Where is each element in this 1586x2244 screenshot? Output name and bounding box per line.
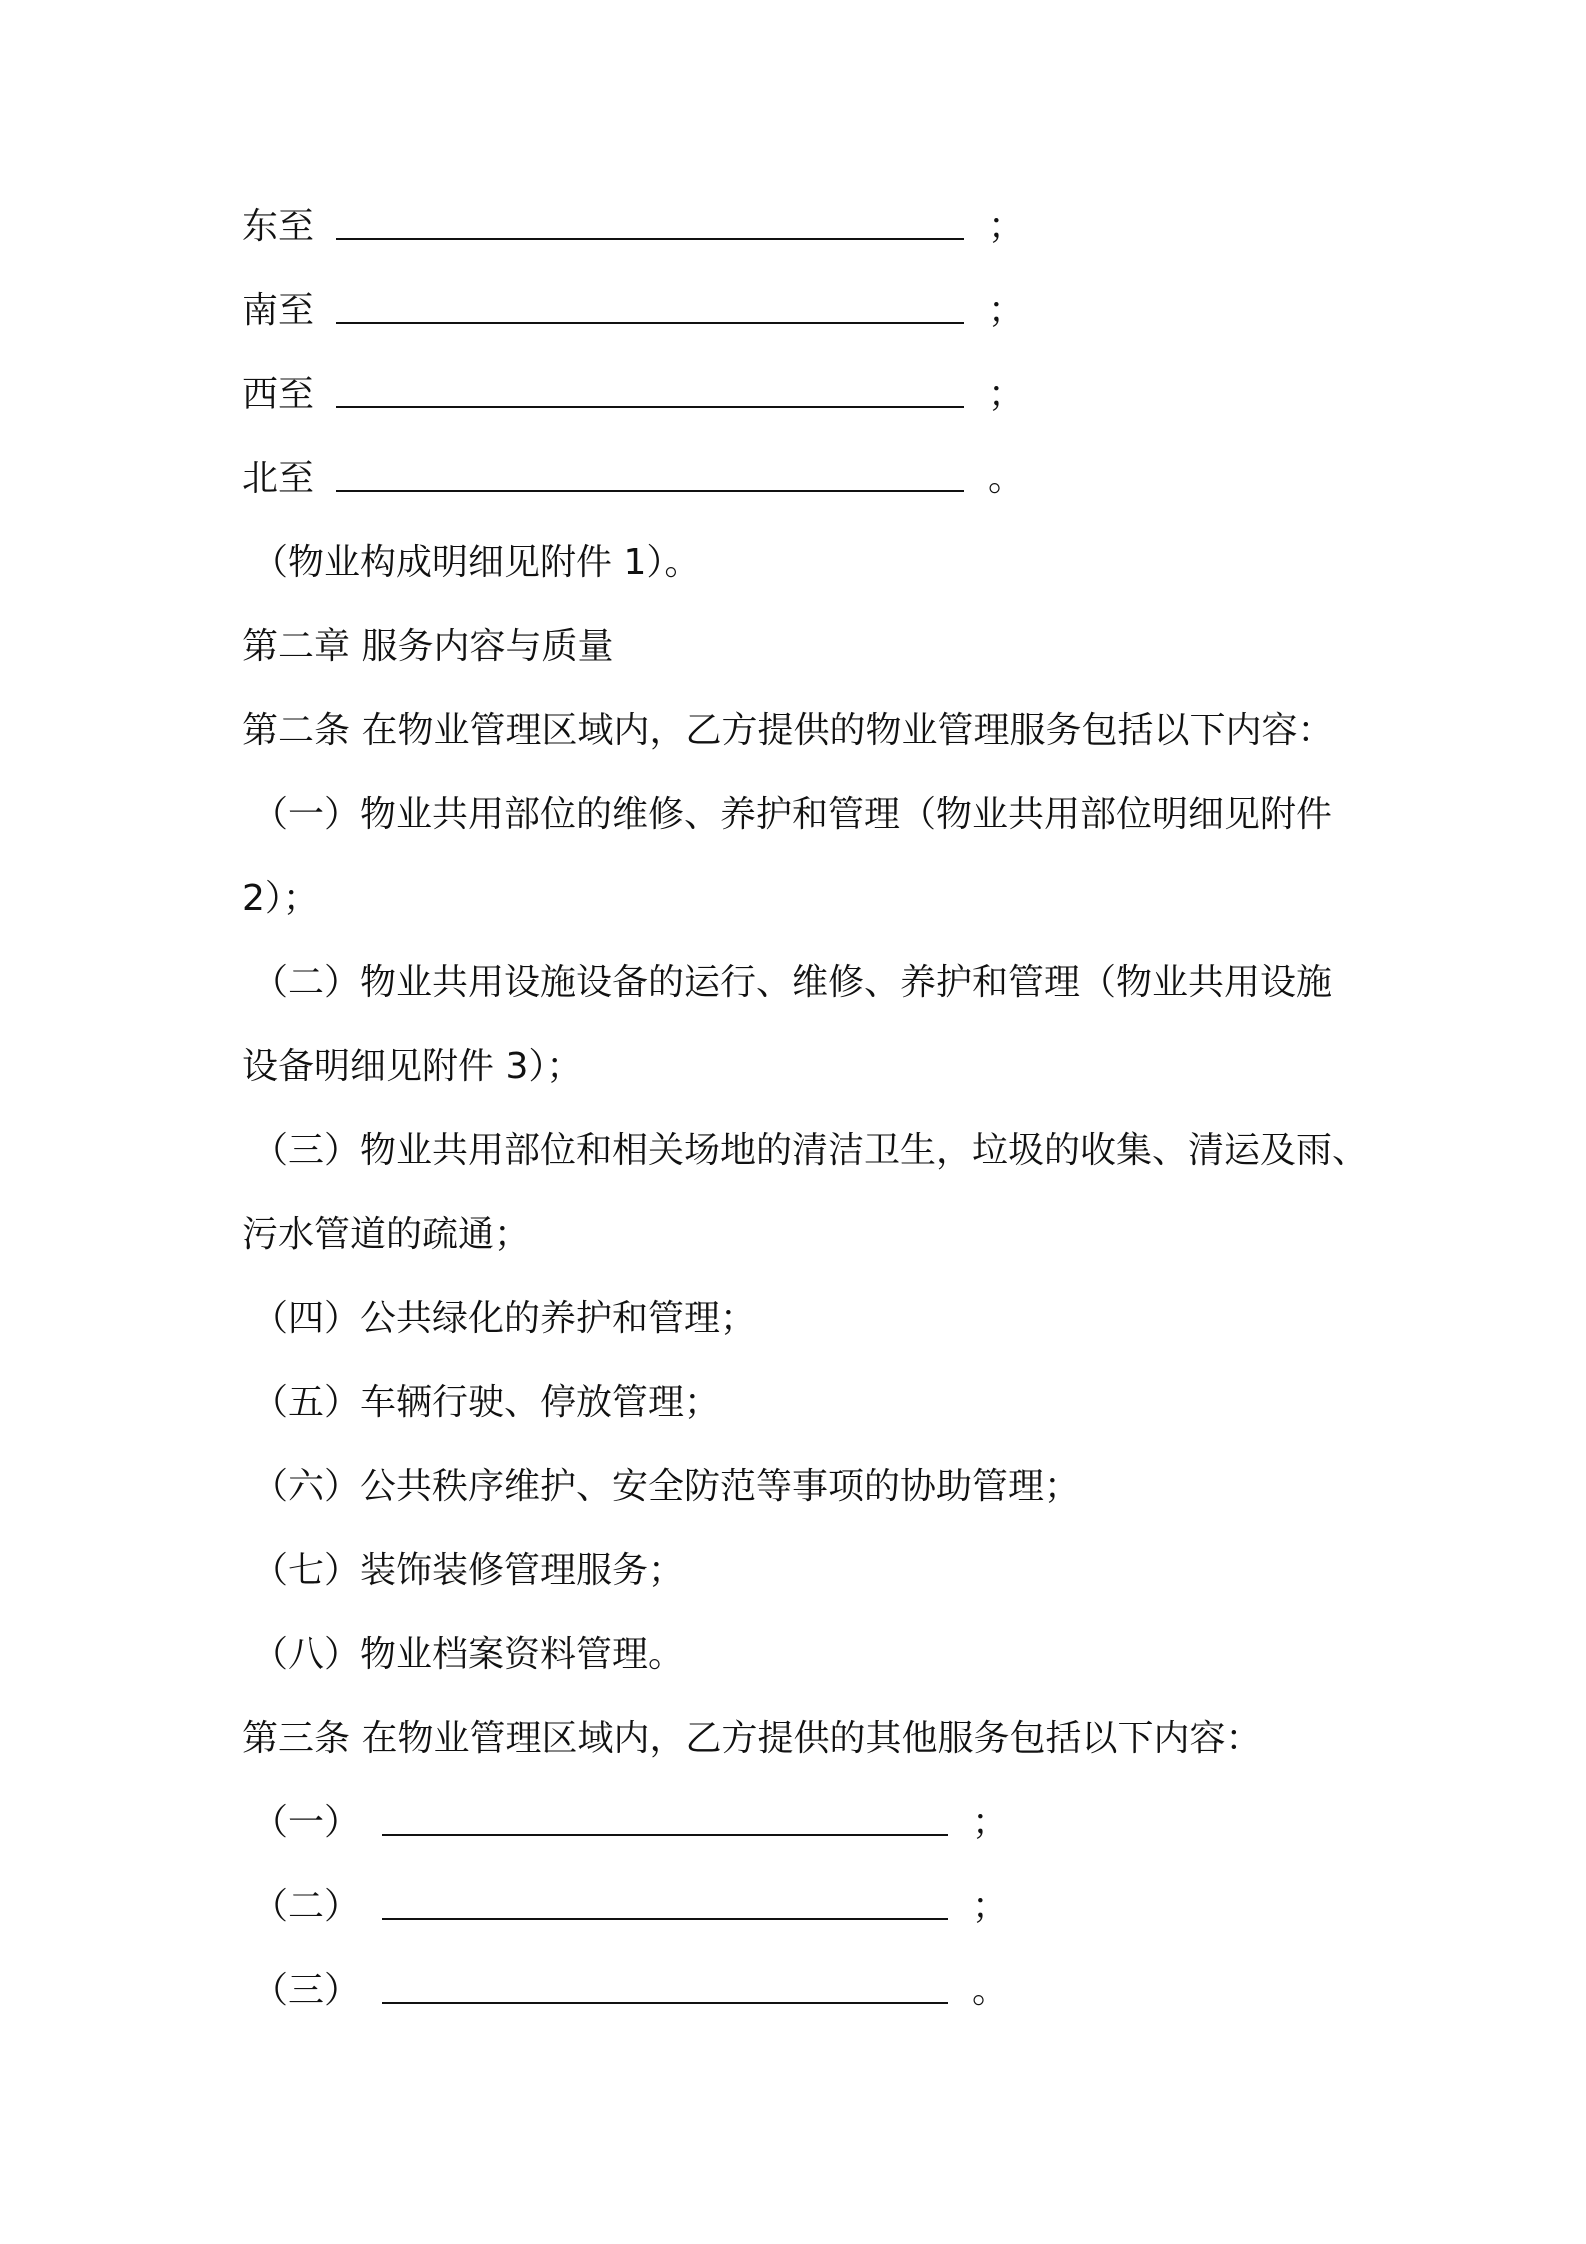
annex-note: （物业构成明细见附件 1）。 [252,542,701,583]
fill-in-blank [382,1914,948,1920]
article-2-item: （三）物业共用部位和相关场地的清洁卫生，垃圾的收集、清运及雨、 [252,1130,1369,1171]
boundary-label: 北至 [242,458,315,499]
fill-in-blank [382,1998,948,2004]
article-2-item: （五）车辆行驶、停放管理； [252,1382,721,1423]
fill-in-blank [336,486,964,492]
boundary-north-row [242,454,1024,504]
article-3-blank-row [252,1798,1008,1848]
boundary-east-row [242,202,1024,252]
boundary-label: 南至 [242,290,315,331]
article-3-heading: 第三条 在物业管理区域内，乙方提供的其他服务包括以下内容： [242,1718,1262,1759]
item-label: （二） [252,1886,361,1927]
fill-in-blank [382,1830,948,1836]
article-2-item: （八）物业档案资料管理。 [252,1634,685,1675]
item-label: （三） [252,1970,361,2011]
line-end-punctuation: 。 [972,1970,1009,2011]
fill-in-blank [336,234,964,240]
article-2-item: （六）公共秩序维护、安全防范等事项的协助管理； [252,1466,1081,1507]
line-end-punctuation: ； [972,1802,1009,1843]
boundary-south-row [242,286,1024,336]
article-2-item: （四）公共绿化的养护和管理； [252,1298,757,1339]
item-label: （一） [252,1802,361,1843]
article-2-item: 设备明细见附件 3）； [242,1046,583,1087]
line-end-punctuation: 。 [988,458,1025,499]
article-2-item: （七）装饰装修管理服务； [252,1550,685,1591]
line-end-punctuation: ； [988,206,1025,247]
chapter-title: 第二章 服务内容与质量 [242,626,614,667]
boundary-label: 东至 [242,206,315,247]
article-2-item: （一）物业共用部位的维修、养护和管理（物业共用部位明细见附件 [252,794,1333,835]
line-end-punctuation: ； [972,1886,1009,1927]
boundary-west-row [242,370,1024,420]
article-3-blank-row [252,1882,1008,1932]
line-end-punctuation: ； [988,374,1025,415]
article-2-item: 2）； [242,878,319,919]
article-2-item: 污水管道的疏通； [242,1214,531,1255]
article-3-blank-row [252,1966,1008,2016]
line-end-punctuation: ； [988,290,1025,331]
article-2-heading: 第二条 在物业管理区域内，乙方提供的物业管理服务包括以下内容： [242,710,1334,751]
article-2-item: （二）物业共用设施设备的运行、维修、养护和管理（物业共用设施 [252,962,1333,1003]
fill-in-blank [336,318,964,324]
fill-in-blank [336,402,964,408]
boundary-label: 西至 [242,374,315,415]
